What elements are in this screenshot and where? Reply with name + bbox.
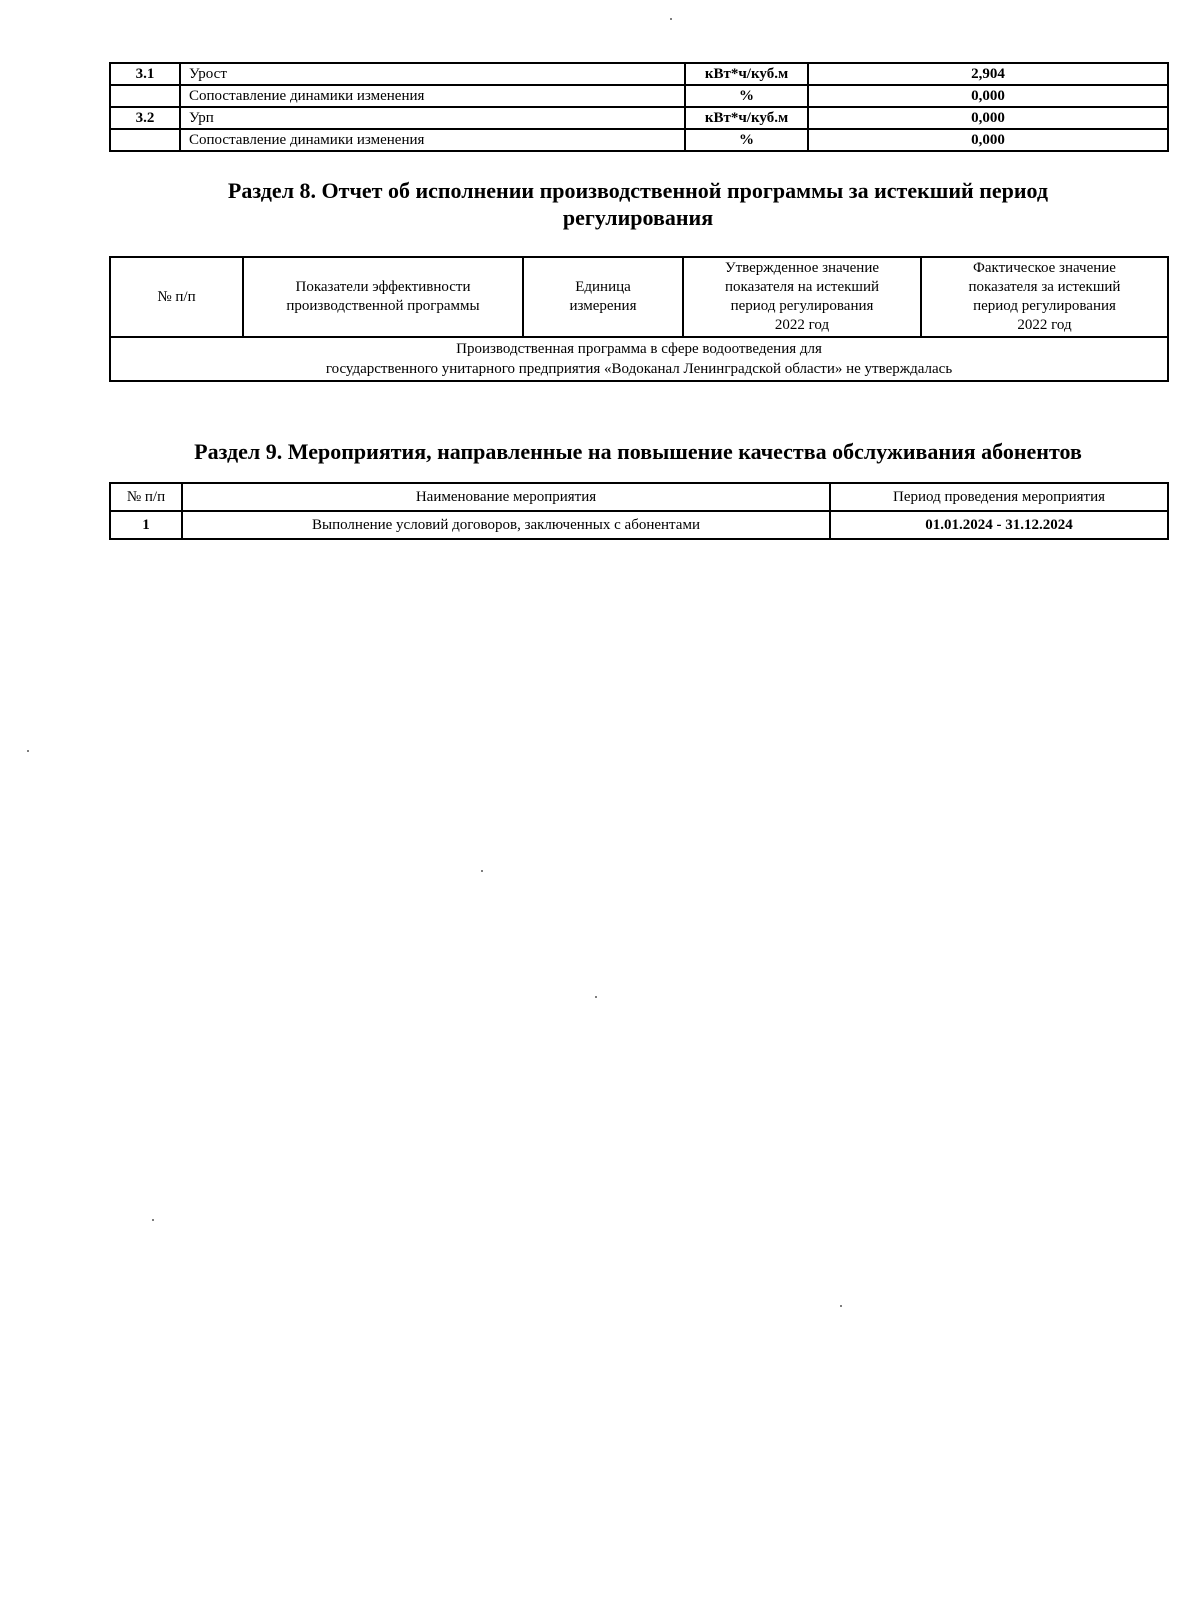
program-note-line2: государственного унитарного предприятия «Водоканал Ленинградской области» не утверждалась [325, 361, 953, 377]
service-quality-measures-table [109, 482, 1169, 540]
scan-speck [670, 18, 672, 20]
header-line: 2022 год [774, 317, 830, 333]
header-line: Единица [575, 279, 631, 295]
table-row [110, 129, 1168, 151]
header-line: измерения [569, 298, 637, 314]
header-approved-value [683, 257, 921, 337]
header-measure-name: Наименование мероприятия [182, 483, 830, 511]
scan-speck [595, 996, 597, 998]
table-row [110, 511, 1168, 539]
header-line: Утвержденное значение [724, 260, 880, 276]
section-8-title [109, 177, 1167, 231]
measure-period: 01.01.2024 - 31.12.2024 [830, 511, 1168, 539]
header-line: период регулирования [730, 298, 874, 314]
indicator-unit: % [685, 129, 808, 151]
indicator-name: Урп [180, 107, 685, 129]
indicator-name: Урост [180, 63, 685, 85]
row-number: 3.2 [110, 107, 180, 129]
section-8-title-line2: регулирования [562, 205, 714, 230]
measure-name: Выполнение условий договоров, заключенных с абонентами [182, 511, 830, 539]
program-note-line1: Производственная программа в сфере водоотведения для [456, 341, 822, 357]
indicator-value: 0,000 [808, 85, 1168, 107]
header-line: Фактическое значение [973, 260, 1116, 276]
indicator-value: 2,904 [808, 63, 1168, 85]
scan-speck [27, 750, 29, 752]
table-row [110, 107, 1168, 129]
table-row [110, 63, 1168, 85]
table-header-row [110, 257, 1168, 337]
production-program-report-table [109, 256, 1169, 382]
row-number [110, 85, 180, 107]
section-9-title: Раздел 9. Мероприятия, направленные на повышение качества обслуживания абонентов [194, 439, 1082, 464]
header-line: Показатели эффективности [295, 279, 471, 295]
header-num: № п/п [110, 483, 182, 511]
header-num: № п/п [110, 257, 243, 337]
scan-speck [152, 1219, 154, 1221]
indicator-unit: % [685, 85, 808, 107]
header-line: период регулирования [973, 298, 1116, 314]
table-row [110, 85, 1168, 107]
indicator-name: Сопоставление динамики изменения [180, 129, 685, 151]
indicator-value: 0,000 [808, 107, 1168, 129]
indicator-unit: кВт*ч/куб.м [685, 107, 808, 129]
header-line: показателя на истекший [724, 279, 879, 295]
row-number [110, 129, 180, 151]
header-period: Период проведения мероприятия [830, 483, 1168, 511]
header-actual-value [921, 257, 1168, 337]
section-8-title-line1: Раздел 8. Отчет об исполнении производственной программы за истекший период [227, 178, 1049, 203]
table-row [110, 337, 1168, 381]
row-number: 1 [110, 511, 182, 539]
program-note [110, 337, 1168, 381]
header-indicators [243, 257, 523, 337]
scan-speck [840, 1305, 842, 1307]
header-line: 2022 год [1017, 317, 1072, 333]
row-number: 3.1 [110, 63, 180, 85]
indicator-unit: кВт*ч/куб.м [685, 63, 808, 85]
header-unit [523, 257, 683, 337]
header-line: показателя за истекший [968, 279, 1121, 295]
indicator-value: 0,000 [808, 129, 1168, 151]
indicator-name: Сопоставление динамики изменения [180, 85, 685, 107]
header-line: производственной программы [286, 298, 480, 314]
scan-speck [481, 870, 483, 872]
table-header-row [110, 483, 1168, 511]
energy-indicators-table [109, 62, 1169, 152]
